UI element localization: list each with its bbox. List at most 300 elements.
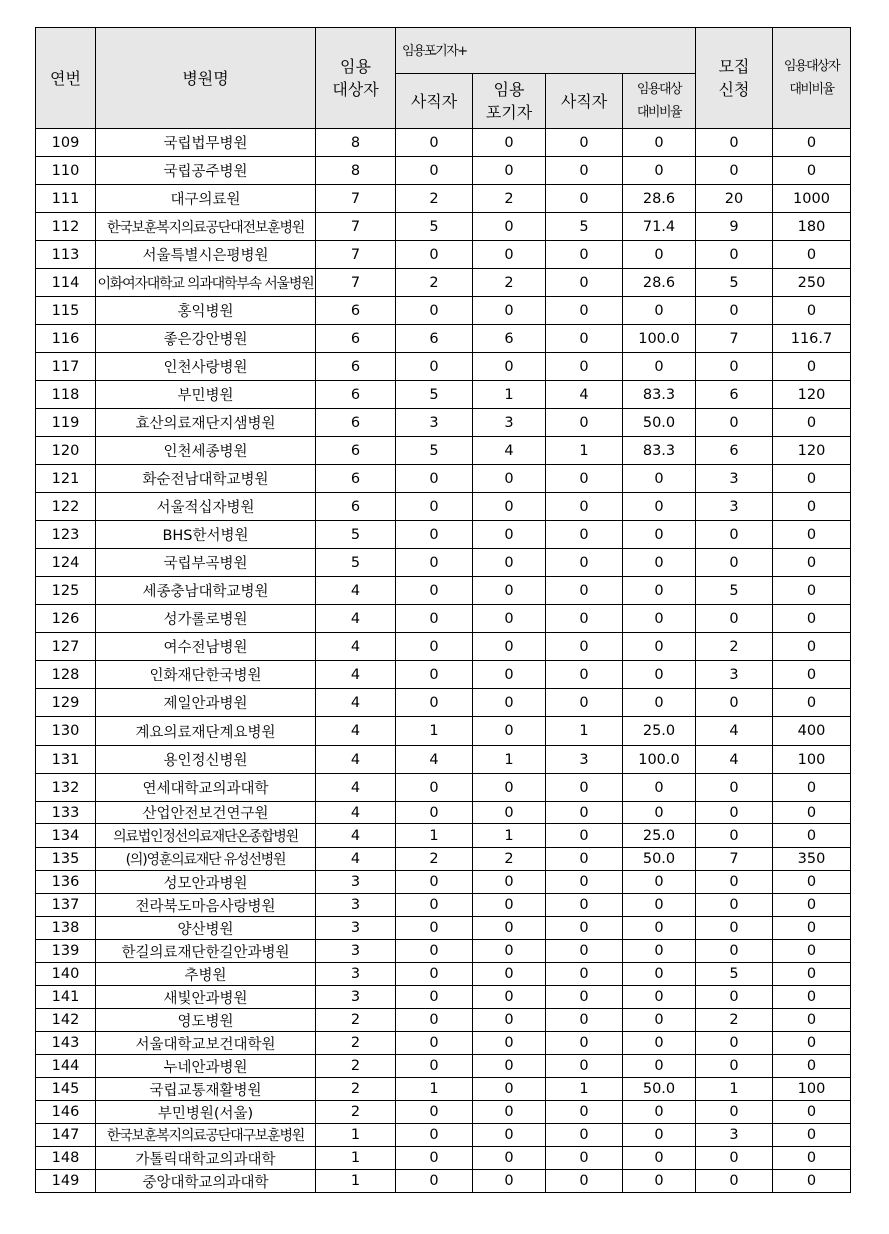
cell-apply-ratio: 100 — [773, 1078, 851, 1101]
table-row — [36, 871, 851, 894]
cell-ratio: 0 — [623, 633, 696, 661]
cell-no: 119 — [36, 409, 96, 437]
cell-recruit: 3 — [696, 493, 773, 521]
table-header — [36, 28, 851, 129]
cell-ratio: 0 — [623, 353, 696, 381]
cell-recruit: 0 — [696, 1147, 773, 1170]
cell-recruit: 3 — [696, 1124, 773, 1147]
cell-apply-ratio: 0 — [773, 871, 851, 894]
cell-ratio: 0 — [623, 605, 696, 633]
cell-recruit: 6 — [696, 381, 773, 409]
table-row — [36, 269, 851, 297]
cell-total: 1 — [396, 1078, 473, 1101]
table-body — [36, 129, 851, 1193]
table-row — [36, 986, 851, 1009]
cell-target: 7 — [316, 185, 396, 213]
cell-resigned: 4 — [546, 381, 623, 409]
table-row — [36, 689, 851, 717]
cell-total: 0 — [396, 963, 473, 986]
cell-resigned: 0 — [546, 577, 623, 605]
table-row — [36, 381, 851, 409]
cell-recruit: 0 — [696, 521, 773, 549]
cell-hospital: 국립법무병원 — [96, 129, 316, 157]
cell-target: 7 — [316, 241, 396, 269]
cell-target: 6 — [316, 353, 396, 381]
table-row — [36, 297, 851, 325]
cell-giveup: 0 — [473, 1170, 546, 1193]
cell-total: 0 — [396, 871, 473, 894]
cell-resigned: 0 — [546, 521, 623, 549]
cell-ratio: 25.0 — [623, 824, 696, 848]
cell-target: 4 — [316, 577, 396, 605]
table-row — [36, 241, 851, 269]
cell-hospital: BHS한서병원 — [96, 521, 316, 549]
cell-recruit: 0 — [696, 986, 773, 1009]
cell-recruit: 0 — [696, 605, 773, 633]
cell-hospital: 서울적십자병원 — [96, 493, 316, 521]
cell-apply-ratio: 0 — [773, 774, 851, 802]
cell-hospital: 화순전남대학교병원 — [96, 465, 316, 493]
cell-target: 2 — [316, 1078, 396, 1101]
cell-giveup: 0 — [473, 1032, 546, 1055]
cell-ratio: 100.0 — [623, 325, 696, 353]
cell-apply-ratio: 100 — [773, 746, 851, 774]
table-row — [36, 963, 851, 986]
cell-no: 135 — [36, 848, 96, 871]
cell-hospital: 연세대학교의과대학 — [96, 774, 316, 802]
cell-no: 129 — [36, 689, 96, 717]
cell-no: 137 — [36, 894, 96, 917]
cell-hospital: 이화여자대학교 의과대학부속 서울병원 — [96, 269, 316, 297]
cell-target: 3 — [316, 871, 396, 894]
cell-resigned: 0 — [546, 871, 623, 894]
cell-apply-ratio: 250 — [773, 269, 851, 297]
header-target: 임용 대상자 — [316, 28, 396, 129]
cell-target: 4 — [316, 848, 396, 871]
cell-apply-ratio: 0 — [773, 824, 851, 848]
cell-resigned: 0 — [546, 633, 623, 661]
cell-total: 0 — [396, 241, 473, 269]
table-row — [36, 549, 851, 577]
cell-giveup: 0 — [473, 1124, 546, 1147]
cell-ratio: 0 — [623, 549, 696, 577]
cell-giveup: 1 — [473, 824, 546, 848]
cell-hospital: 서울대학교보건대학원 — [96, 1032, 316, 1055]
table-row — [36, 409, 851, 437]
cell-recruit: 0 — [696, 1170, 773, 1193]
cell-target: 4 — [316, 661, 396, 689]
header-group-sub: 사직자 — [396, 74, 473, 129]
cell-no: 121 — [36, 465, 96, 493]
cell-giveup: 0 — [473, 802, 546, 824]
cell-ratio: 0 — [623, 802, 696, 824]
cell-ratio: 71.4 — [623, 213, 696, 241]
table-row — [36, 577, 851, 605]
cell-no: 123 — [36, 521, 96, 549]
table-row — [36, 1032, 851, 1055]
cell-resigned: 0 — [546, 325, 623, 353]
cell-ratio: 28.6 — [623, 185, 696, 213]
cell-giveup: 0 — [473, 894, 546, 917]
cell-target: 4 — [316, 633, 396, 661]
header-no: 연번 — [36, 28, 96, 129]
cell-target: 6 — [316, 493, 396, 521]
table-row — [36, 437, 851, 465]
cell-giveup: 2 — [473, 185, 546, 213]
cell-target: 3 — [316, 894, 396, 917]
table-row — [36, 185, 851, 213]
cell-resigned: 0 — [546, 1009, 623, 1032]
cell-no: 127 — [36, 633, 96, 661]
cell-total: 2 — [396, 269, 473, 297]
cell-resigned: 3 — [546, 746, 623, 774]
cell-giveup: 0 — [473, 986, 546, 1009]
cell-resigned: 0 — [546, 1170, 623, 1193]
cell-giveup: 2 — [473, 269, 546, 297]
cell-target: 4 — [316, 802, 396, 824]
cell-hospital: 용인정신병원 — [96, 746, 316, 774]
cell-resigned: 0 — [546, 1055, 623, 1078]
cell-recruit: 2 — [696, 1009, 773, 1032]
cell-no: 110 — [36, 157, 96, 185]
cell-no: 114 — [36, 269, 96, 297]
cell-giveup: 0 — [473, 940, 546, 963]
cell-ratio: 0 — [623, 963, 696, 986]
cell-target: 7 — [316, 269, 396, 297]
header-group: 임용포기자+ — [396, 28, 696, 74]
cell-giveup: 6 — [473, 325, 546, 353]
cell-giveup: 0 — [473, 1101, 546, 1124]
cell-apply-ratio: 0 — [773, 409, 851, 437]
cell-giveup: 0 — [473, 241, 546, 269]
cell-ratio: 0 — [623, 1101, 696, 1124]
cell-recruit: 0 — [696, 409, 773, 437]
cell-hospital: 부민병원(서울) — [96, 1101, 316, 1124]
cell-apply-ratio: 0 — [773, 157, 851, 185]
cell-ratio: 0 — [623, 129, 696, 157]
cell-hospital: 인천사랑병원 — [96, 353, 316, 381]
cell-apply-ratio: 400 — [773, 717, 851, 746]
cell-no: 141 — [36, 986, 96, 1009]
cell-target: 1 — [316, 1170, 396, 1193]
cell-target: 1 — [316, 1124, 396, 1147]
cell-ratio: 0 — [623, 774, 696, 802]
cell-ratio: 0 — [623, 465, 696, 493]
cell-ratio: 83.3 — [623, 381, 696, 409]
cell-no: 133 — [36, 802, 96, 824]
cell-total: 2 — [396, 185, 473, 213]
cell-giveup: 0 — [473, 157, 546, 185]
cell-recruit: 0 — [696, 157, 773, 185]
table-row — [36, 661, 851, 689]
cell-total: 4 — [396, 746, 473, 774]
cell-apply-ratio: 0 — [773, 465, 851, 493]
table-row — [36, 157, 851, 185]
cell-apply-ratio: 0 — [773, 917, 851, 940]
cell-target: 2 — [316, 1009, 396, 1032]
cell-giveup: 0 — [473, 493, 546, 521]
cell-total: 2 — [396, 848, 473, 871]
table-row — [36, 1055, 851, 1078]
cell-no: 116 — [36, 325, 96, 353]
cell-resigned: 0 — [546, 774, 623, 802]
cell-resigned: 0 — [546, 1032, 623, 1055]
cell-hospital: 전라북도마음사랑병원 — [96, 894, 316, 917]
cell-no: 124 — [36, 549, 96, 577]
cell-ratio: 0 — [623, 297, 696, 325]
cell-ratio: 50.0 — [623, 848, 696, 871]
cell-resigned: 0 — [546, 241, 623, 269]
cell-total: 0 — [396, 465, 473, 493]
table-row — [36, 493, 851, 521]
cell-no: 134 — [36, 824, 96, 848]
cell-giveup: 0 — [473, 774, 546, 802]
cell-hospital: 국립부곡병원 — [96, 549, 316, 577]
header-hospital: 병원명 — [96, 28, 316, 129]
cell-ratio: 0 — [623, 1032, 696, 1055]
cell-apply-ratio: 0 — [773, 689, 851, 717]
cell-no: 125 — [36, 577, 96, 605]
cell-apply-ratio: 0 — [773, 940, 851, 963]
table-row — [36, 1147, 851, 1170]
cell-no: 136 — [36, 871, 96, 894]
cell-resigned: 0 — [546, 802, 623, 824]
cell-giveup: 0 — [473, 1078, 546, 1101]
cell-apply-ratio: 0 — [773, 1124, 851, 1147]
cell-total: 0 — [396, 1170, 473, 1193]
cell-resigned: 0 — [546, 963, 623, 986]
cell-ratio: 0 — [623, 661, 696, 689]
cell-target: 6 — [316, 465, 396, 493]
cell-apply-ratio: 0 — [773, 1147, 851, 1170]
cell-hospital: 성모안과병원 — [96, 871, 316, 894]
cell-total: 0 — [396, 605, 473, 633]
cell-target: 8 — [316, 157, 396, 185]
cell-giveup: 0 — [473, 577, 546, 605]
header-ratio: 임용대상 대비비율 — [623, 74, 696, 129]
table-row — [36, 521, 851, 549]
cell-total: 0 — [396, 549, 473, 577]
cell-no: 147 — [36, 1124, 96, 1147]
cell-apply-ratio: 0 — [773, 549, 851, 577]
header-apply-ratio: 임용대상자 대비비율 — [773, 28, 851, 129]
cell-giveup: 0 — [473, 605, 546, 633]
cell-apply-ratio: 1000 — [773, 185, 851, 213]
cell-no: 117 — [36, 353, 96, 381]
header-giveup: 임용 포기자 — [473, 74, 546, 129]
cell-no: 112 — [36, 213, 96, 241]
cell-target: 4 — [316, 689, 396, 717]
cell-no: 140 — [36, 963, 96, 986]
cell-recruit: 2 — [696, 633, 773, 661]
cell-recruit: 9 — [696, 213, 773, 241]
cell-apply-ratio: 0 — [773, 802, 851, 824]
cell-target: 6 — [316, 437, 396, 465]
table-row — [36, 1170, 851, 1193]
cell-target: 2 — [316, 1032, 396, 1055]
cell-total: 0 — [396, 633, 473, 661]
table-row — [36, 1101, 851, 1124]
cell-hospital: 성가롤로병원 — [96, 605, 316, 633]
cell-giveup: 0 — [473, 871, 546, 894]
cell-recruit: 0 — [696, 894, 773, 917]
cell-recruit: 0 — [696, 549, 773, 577]
cell-total: 0 — [396, 1032, 473, 1055]
cell-resigned: 0 — [546, 129, 623, 157]
cell-apply-ratio: 0 — [773, 1055, 851, 1078]
cell-ratio: 0 — [623, 1170, 696, 1193]
cell-total: 0 — [396, 689, 473, 717]
cell-target: 4 — [316, 605, 396, 633]
cell-recruit: 20 — [696, 185, 773, 213]
cell-apply-ratio: 0 — [773, 605, 851, 633]
cell-hospital: 새빛안과병원 — [96, 986, 316, 1009]
table-row — [36, 717, 851, 746]
cell-target: 6 — [316, 325, 396, 353]
cell-no: 146 — [36, 1101, 96, 1124]
cell-resigned: 0 — [546, 605, 623, 633]
cell-hospital: 한국보훈복지의료공단대구보훈병원 — [96, 1124, 316, 1147]
cell-total: 0 — [396, 661, 473, 689]
cell-resigned: 5 — [546, 213, 623, 241]
cell-apply-ratio: 0 — [773, 1101, 851, 1124]
cell-target: 4 — [316, 824, 396, 848]
cell-ratio: 0 — [623, 1009, 696, 1032]
cell-apply-ratio: 0 — [773, 661, 851, 689]
cell-no: 144 — [36, 1055, 96, 1078]
cell-resigned: 0 — [546, 269, 623, 297]
cell-apply-ratio: 116.7 — [773, 325, 851, 353]
cell-hospital: 계요의료재단계요병원 — [96, 717, 316, 746]
cell-target: 8 — [316, 129, 396, 157]
cell-total: 0 — [396, 1124, 473, 1147]
cell-total: 1 — [396, 717, 473, 746]
cell-resigned: 1 — [546, 1078, 623, 1101]
cell-total: 0 — [396, 297, 473, 325]
cell-recruit: 0 — [696, 241, 773, 269]
cell-ratio: 0 — [623, 577, 696, 605]
cell-ratio: 0 — [623, 493, 696, 521]
cell-apply-ratio: 0 — [773, 521, 851, 549]
cell-giveup: 0 — [473, 129, 546, 157]
cell-giveup: 0 — [473, 297, 546, 325]
cell-apply-ratio: 0 — [773, 577, 851, 605]
cell-giveup: 0 — [473, 353, 546, 381]
cell-hospital: 홍익병원 — [96, 297, 316, 325]
header-resigned: 사직자 — [546, 74, 623, 129]
cell-total: 0 — [396, 1055, 473, 1078]
table-row — [36, 848, 851, 871]
cell-resigned: 0 — [546, 1124, 623, 1147]
cell-apply-ratio: 0 — [773, 353, 851, 381]
cell-hospital: 여수전남병원 — [96, 633, 316, 661]
cell-recruit: 4 — [696, 717, 773, 746]
cell-resigned: 1 — [546, 437, 623, 465]
cell-total: 0 — [396, 577, 473, 605]
cell-giveup: 0 — [473, 1055, 546, 1078]
table-row — [36, 917, 851, 940]
cell-apply-ratio: 350 — [773, 848, 851, 871]
cell-ratio: 0 — [623, 241, 696, 269]
cell-apply-ratio: 0 — [773, 1170, 851, 1193]
cell-resigned: 0 — [546, 493, 623, 521]
cell-giveup: 0 — [473, 549, 546, 577]
cell-giveup: 0 — [473, 465, 546, 493]
cell-apply-ratio: 0 — [773, 241, 851, 269]
cell-target: 3 — [316, 986, 396, 1009]
cell-no: 131 — [36, 746, 96, 774]
cell-total: 0 — [396, 940, 473, 963]
cell-total: 0 — [396, 894, 473, 917]
cell-giveup: 0 — [473, 717, 546, 746]
cell-resigned: 1 — [546, 717, 623, 746]
cell-no: 139 — [36, 940, 96, 963]
cell-target: 5 — [316, 521, 396, 549]
cell-ratio: 0 — [623, 1055, 696, 1078]
cell-target: 6 — [316, 409, 396, 437]
cell-total: 0 — [396, 353, 473, 381]
cell-apply-ratio: 180 — [773, 213, 851, 241]
cell-no: 109 — [36, 129, 96, 157]
cell-hospital: 양산병원 — [96, 917, 316, 940]
table-row — [36, 1124, 851, 1147]
cell-no: 149 — [36, 1170, 96, 1193]
cell-ratio: 0 — [623, 986, 696, 1009]
cell-hospital: 좋은강안병원 — [96, 325, 316, 353]
cell-hospital: 추병원 — [96, 963, 316, 986]
cell-no: 142 — [36, 1009, 96, 1032]
cell-hospital: 제일안과병원 — [96, 689, 316, 717]
cell-ratio: 0 — [623, 940, 696, 963]
cell-no: 130 — [36, 717, 96, 746]
cell-total: 0 — [396, 1147, 473, 1170]
cell-total: 0 — [396, 521, 473, 549]
cell-ratio: 0 — [623, 871, 696, 894]
cell-resigned: 0 — [546, 1101, 623, 1124]
cell-target: 4 — [316, 717, 396, 746]
cell-hospital: 세종충남대학교병원 — [96, 577, 316, 605]
cell-recruit: 0 — [696, 689, 773, 717]
cell-resigned: 0 — [546, 689, 623, 717]
cell-ratio: 0 — [623, 157, 696, 185]
cell-target: 3 — [316, 917, 396, 940]
cell-resigned: 0 — [546, 894, 623, 917]
cell-target: 5 — [316, 549, 396, 577]
table-row — [36, 940, 851, 963]
cell-total: 0 — [396, 1101, 473, 1124]
cell-apply-ratio: 120 — [773, 437, 851, 465]
cell-total: 3 — [396, 409, 473, 437]
cell-recruit: 3 — [696, 465, 773, 493]
cell-recruit: 7 — [696, 848, 773, 871]
cell-recruit: 0 — [696, 1101, 773, 1124]
cell-hospital: 국립공주병원 — [96, 157, 316, 185]
cell-total: 0 — [396, 986, 473, 1009]
cell-hospital: 한길의료재단한길안과병원 — [96, 940, 316, 963]
cell-hospital: 효산의료재단지샘병원 — [96, 409, 316, 437]
cell-recruit: 4 — [696, 746, 773, 774]
cell-no: 143 — [36, 1032, 96, 1055]
cell-total: 0 — [396, 493, 473, 521]
header-recruit: 모집 신청 — [696, 28, 773, 129]
cell-recruit: 5 — [696, 269, 773, 297]
cell-hospital: 중앙대학교의과대학 — [96, 1170, 316, 1193]
cell-ratio: 28.6 — [623, 269, 696, 297]
cell-total: 0 — [396, 917, 473, 940]
cell-hospital: 인화재단한국병원 — [96, 661, 316, 689]
cell-target: 4 — [316, 774, 396, 802]
cell-target: 3 — [316, 963, 396, 986]
